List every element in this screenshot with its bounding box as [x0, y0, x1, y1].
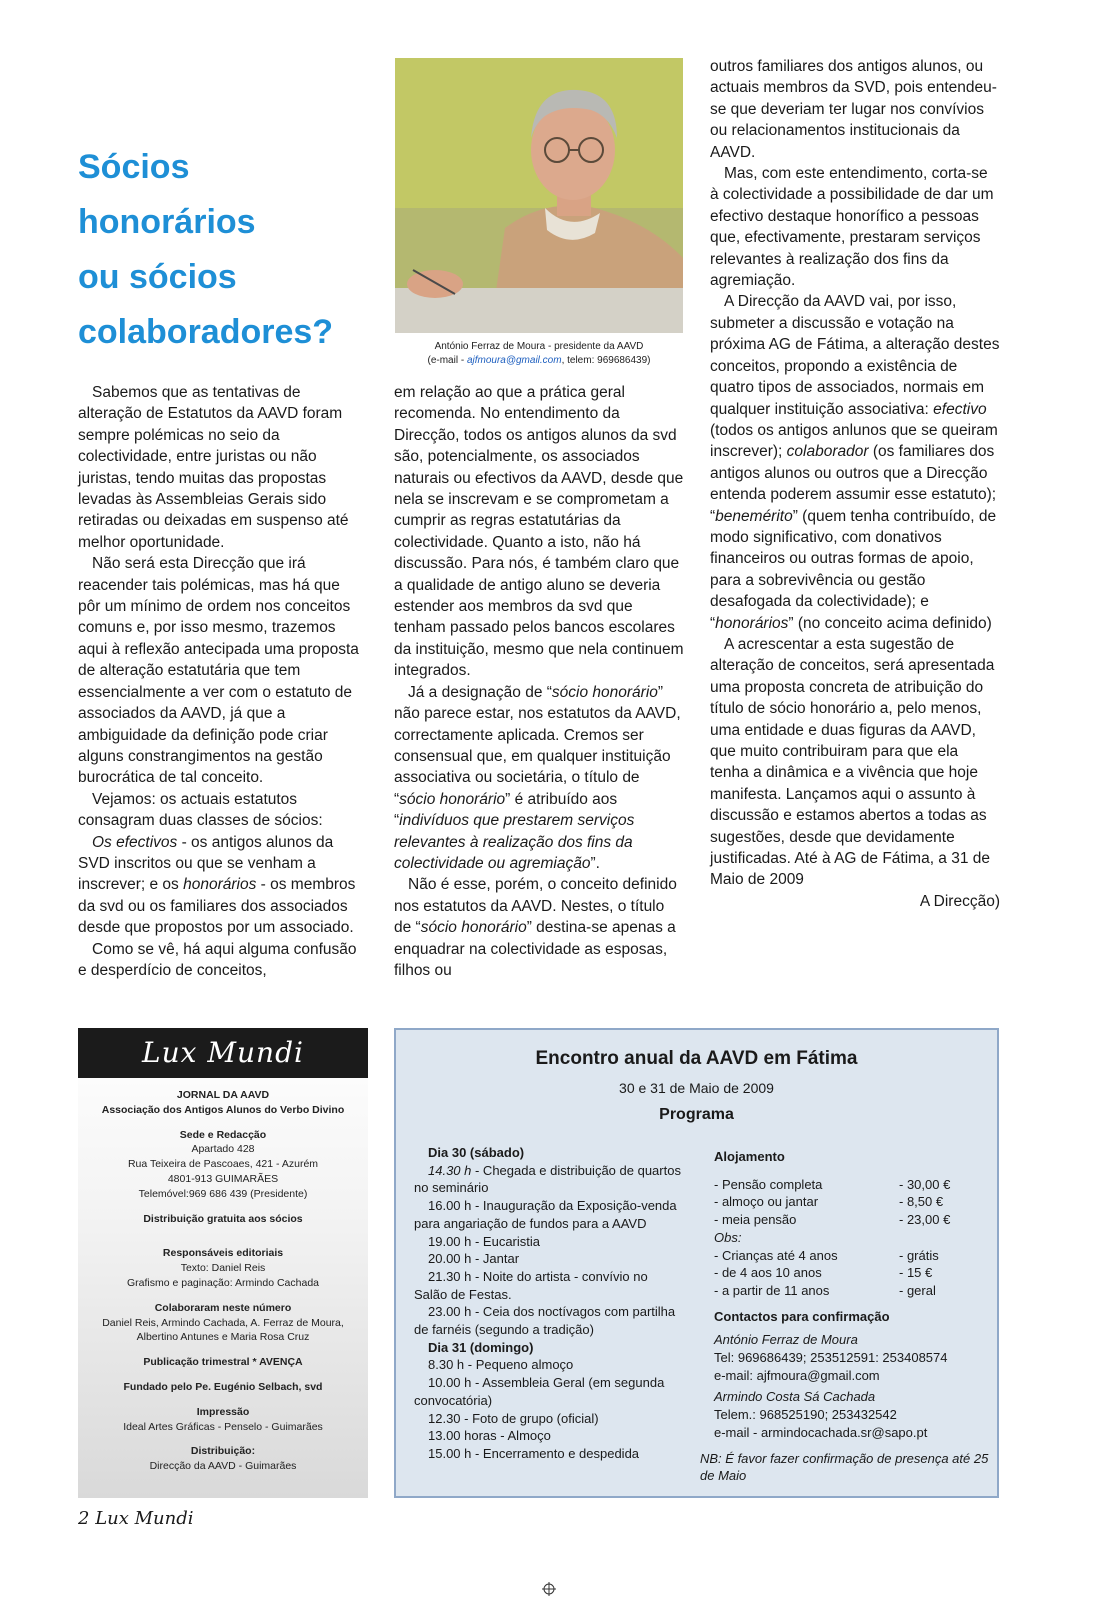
- photo-caption: [395, 340, 683, 368]
- programme-title: Encontro anual da AAVD em Fátima: [535, 1048, 858, 1069]
- price-label: - meia pensão: [714, 1212, 797, 1228]
- masthead-line: Apartado 428: [191, 1143, 255, 1156]
- article-signature: A Direcção): [919, 892, 1000, 910]
- contact-email[interactable]: e-mail: ajfmoura@gmail.com: [714, 1367, 880, 1383]
- text-run: - os antigos alunos da SVD inscritos ou que se venham a inscrever; e os: [78, 833, 334, 894]
- text-run: A Direcção da AAVD vai, por isso, submeter a discussão e votação na próxima AG de Fátima, a alteração destes conceitos, propondo a existência de quatro tipos de associados, normais em qualquer instituição associativa:: [710, 293, 1000, 418]
- programme-schedule: [414, 1144, 684, 1463]
- price-value: - grátis: [899, 1247, 939, 1263]
- schedule-item: [414, 1233, 684, 1251]
- text-run: ” (no conceito acima definido): [788, 614, 992, 632]
- masthead-line: Associação dos Antigos Alunos do Verbo Divino: [101, 1103, 345, 1116]
- price-row: [714, 1264, 994, 1282]
- caption-prefix: (e-mail -: [427, 355, 467, 366]
- article-column-1: [78, 382, 363, 981]
- schedule-item: [414, 1303, 684, 1338]
- italic-term: indivíduos que prestarem serviços relevantes à realização dos fins da colectividade ou agremiação: [394, 812, 635, 872]
- schedule-time: 20.00 h: [428, 1251, 472, 1267]
- price-value: - 30,00 €: [899, 1176, 951, 1192]
- masthead-heading: Responsáveis editoriais: [162, 1247, 284, 1260]
- schedule-item: [414, 1374, 684, 1409]
- price-label: - almoço ou jantar: [714, 1194, 819, 1210]
- schedule-time: 8.30 h: [428, 1357, 465, 1373]
- schedule-text: - Ceia dos noctívagos com partilha de farnéis (segundo a tradição): [414, 1304, 676, 1338]
- contact-email[interactable]: e-mail - armindocachada.sr@sapo.pt: [714, 1424, 928, 1440]
- italic-term: honorários: [183, 876, 257, 894]
- text-run: (os familiares dos antigos alunos ou outros que a Direcção entenda poderem assumir esse estatuto); “: [710, 443, 997, 525]
- masthead-line: 4801-913 GUIMARÃES: [167, 1172, 279, 1185]
- schedule-item: [414, 1427, 684, 1445]
- headline-line: ou sócios: [78, 258, 237, 296]
- caption-email[interactable]: ajfmoura@gmail.com: [466, 355, 562, 366]
- article-column-2: [394, 382, 684, 981]
- masthead-line: Direcção da AAVD - Guimarães: [149, 1460, 297, 1473]
- price-row: [714, 1176, 994, 1194]
- masthead-heading: Colaboraram neste número: [154, 1301, 292, 1314]
- price-value: - 8,50 €: [899, 1194, 944, 1210]
- text-run: (todos os antigos anlunos que se queiram inscrever);: [710, 421, 998, 461]
- price-label: - a partir de 11 anos: [714, 1282, 830, 1298]
- masthead-line: Albertino Antunes e Maria Rosa Cruz: [136, 1331, 310, 1344]
- page-footer: [78, 1508, 194, 1529]
- obs-label: Obs:: [714, 1229, 742, 1245]
- masthead-heading: Publicação trimestral * AVENÇA: [143, 1356, 303, 1369]
- confirmation-note: [700, 1450, 994, 1485]
- caption-suffix: , telem: 969686439): [561, 355, 651, 366]
- price-label: - de 4 aos 10 anos: [714, 1265, 822, 1281]
- headline-line: honorários: [78, 203, 256, 241]
- italic-term: sócio honorário: [399, 790, 506, 808]
- text-run: ” não parece estar, nos estatutos da AAVD, correctamente aplicada. Cremos ser consensual que, em qualquer instituição associativa ou societária, o título de “: [394, 683, 681, 808]
- schedule-item: [414, 1410, 684, 1428]
- schedule-text: - Jantar: [471, 1251, 520, 1267]
- schedule-time: 23.00 h: [428, 1304, 472, 1320]
- italic-term: benemérito: [715, 507, 793, 525]
- schedule-text: - Inauguração da Exposição-venda para angariação de fundos para a AAVD: [414, 1198, 677, 1231]
- schedule-text: - Noite do artista - convívio no Salão de Festas.: [414, 1268, 648, 1302]
- masthead-logo: Lux Mundi: [78, 1028, 368, 1078]
- accommodation-obs: [714, 1229, 994, 1247]
- text-run: ” destina-se apenas a enquadrar na colectividade as esposas, filhos ou: [394, 919, 676, 979]
- schedule-item: [414, 1356, 684, 1374]
- masthead-heading: Fundado pelo Pe. Eugénio Selbach, svd: [123, 1380, 323, 1393]
- schedule-time: 13.00 horas: [428, 1428, 497, 1444]
- schedule-text: - Eucaristia: [471, 1233, 541, 1249]
- note-text: NB: É favor fazer confirmação de presença até 25 de Maio: [700, 1450, 989, 1484]
- contact-phone: Telem.: 968525190; 253432542: [714, 1407, 897, 1423]
- article-paragraph: Sabemos que as tentativas de alteração de Estatutos da AAVD foram sempre polémicas no seio da colectividade, entre juristas ou não juristas, tendo muitas das propostas levadas às Assembleias Gerais sido retiradas ou deixadas em suspenso até melhor oportunidade.: [78, 384, 349, 551]
- article-paragraph: [710, 291, 1000, 634]
- masthead-heading: Distribuição gratuita aos sócios: [143, 1212, 303, 1225]
- masthead-heading: Impressão: [196, 1405, 250, 1418]
- contact-phone: Tel: 969686439; 253512591: 253408574: [714, 1350, 948, 1366]
- contact-name-text: Armindo Costa Sá Cachada: [714, 1389, 876, 1405]
- article-paragraph: outros familiares dos antigos alunos, ou actuais membros da SVD, pois entendeu-se que deveriam ter lugar nos convívios ou relacionamentos institucionais da AAVD.: [710, 58, 997, 161]
- article-paragraph: Mas, com este entendimento, corta-se à colectividade a possibilidade de dar um efectivo destaque honorífico a pessoas que, efectivamente, prestaram serviços relevantes à realização dos fins da agremiação.: [710, 165, 994, 290]
- schedule-time: 16.00 h: [428, 1198, 472, 1214]
- event-programme-box: [394, 1028, 999, 1498]
- caption-line: António Ferraz de Moura - presidente da AAVD: [434, 341, 644, 352]
- article-column-3: [710, 56, 1000, 912]
- masthead-line: Telemóvel:969 686 439 (Presidente): [138, 1187, 308, 1200]
- masthead-heading: Distribuição:: [190, 1445, 256, 1458]
- contacts-heading: Contactos para confirmação: [714, 1308, 890, 1324]
- price-value: - geral: [899, 1282, 936, 1298]
- programme-heading: Programa: [659, 1106, 734, 1123]
- schedule-time: 21.30 h: [428, 1268, 472, 1284]
- price-label: - Pensão completa: [714, 1176, 823, 1192]
- schedule-time: 14.30 h: [428, 1162, 472, 1178]
- schedule-item: [414, 1250, 684, 1268]
- article-paragraph: [394, 874, 684, 981]
- text-run: - os membros da svd ou os familiares dos associados desde que propostos por um associado.: [78, 876, 356, 937]
- italic-term: sócio honorário: [420, 919, 527, 937]
- schedule-time: 10.00 h: [428, 1375, 472, 1391]
- schedule-item: [414, 1162, 684, 1197]
- text-run: ” é atribuído aos “: [394, 790, 618, 830]
- schedule-time: 12.30: [428, 1410, 461, 1426]
- schedule-item: [414, 1445, 684, 1463]
- contact-name: [714, 1388, 994, 1406]
- accommodation-heading: Alojamento: [714, 1149, 785, 1164]
- registration-mark-icon: [542, 1582, 556, 1596]
- text-run: ”.: [590, 854, 600, 872]
- headline-line: Sócios: [78, 148, 190, 186]
- italic-term: efectivo: [933, 400, 987, 418]
- masthead-line: Grafismo e paginação: Armindo Cachada: [126, 1276, 320, 1289]
- masthead-line: Ideal Artes Gráficas - Penselo - Guimarães: [123, 1420, 323, 1433]
- price-value: - 15 €: [899, 1265, 933, 1281]
- masthead-line: Daniel Reis, Armindo Cachada, A. Ferraz de Moura,: [102, 1316, 344, 1329]
- masthead-line: Rua Teixeira de Pascoaes, 421 - Azurém: [127, 1158, 319, 1171]
- italic-term: honorários: [715, 614, 789, 632]
- caption-contact: [395, 354, 683, 368]
- text-run: Já a designação de “: [408, 683, 552, 701]
- article-paragraph: Vejamos: os actuais estatutos consagram duas classes de sócios:: [78, 790, 323, 830]
- price-row: [714, 1282, 994, 1300]
- president-photo: [395, 58, 683, 333]
- article-paragraph: [394, 682, 684, 875]
- article-paragraph: em relação ao que a prática geral recomenda. No entendimento da Direcção, todos os antigos alunos da svd são, potencialmente, os associados naturais ou efectivos da AAVD, desde que nela se inscrevam e se comprometam a cumprir as regras estatutárias da colectividade. Quanto a isto, não há discussão. Para nós, é também claro que a qualidade de antigo aluno se deveria estender aos membros da svd que tenham passado pelos bancos escolares da instituição, mesmo que nela continuem integrados.: [394, 384, 684, 680]
- programme-dates: 30 e 31 de Maio de 2009: [619, 1080, 774, 1096]
- article-headline: [78, 140, 378, 360]
- text-run: Não é esse, porém, o conceito definido nos estatutos da AAVD. Nestes, o título de “: [394, 876, 677, 937]
- masthead-heading: Sede e Redacção: [179, 1128, 267, 1141]
- text-run: ” (quem tenha contribuído, de modo significativo, com donativos financeiros ou outras formas de apoio, para a sobrevivência ou gestão desafogada da colectividade); e “: [710, 507, 997, 632]
- masthead-line: Texto: Daniel Reis: [180, 1262, 266, 1275]
- price-row: [714, 1193, 994, 1211]
- schedule-text: - Foto de grupo (oficial): [460, 1410, 599, 1426]
- headline-line: colaboradores?: [78, 313, 334, 351]
- schedule-day: Dia 31 (domingo): [428, 1339, 534, 1355]
- masthead-line: JORNAL DA AAVD: [176, 1089, 270, 1101]
- italic-term: colaborador: [786, 443, 869, 461]
- schedule-text: - Chegada e distribuição de quartos no seminário: [414, 1162, 681, 1196]
- article-paragraph: [78, 832, 363, 939]
- schedule-item: [414, 1197, 684, 1232]
- schedule-text: - Assembleia Geral (em segunda convocatória): [414, 1375, 665, 1408]
- page-number: 2: [78, 1508, 90, 1529]
- article-paragraph: Não será esta Direcção que irá reacender tais polémicas, mas há que pôr um mínimo de ordem nos conceitos comuns e, por isso mesmo, trazemos aqui à reflexão antecipada uma proposta de alteração estatutária que tem essencialmente a ver com o estatuto de associados da AAVD, já que a ambiguidade da definição pode criar alguns constrangimentos na gestão burocrática de tal conceito.: [78, 555, 359, 787]
- programme-info: [700, 1148, 994, 1485]
- masthead-box: [78, 1028, 368, 1498]
- schedule-time: 19.00 h: [428, 1233, 472, 1249]
- article-paragraph: A acrescentar a esta sugestão de alteração de conceitos, será apresentada uma proposta concreta de atribuição do título de sócio honorário a, pelo menos, uma entidade e duas figuras da AAVD, que muito contribuiram para que ela tenha a dinâmica e a vivência que hoje manifesta. Lançamos aqui o assunto à discussão e estamos abertos a todas as sugestões, desde que devidamente justificadas. Até à AG de Fátima, a 31 de Maio de 2009: [710, 635, 995, 889]
- schedule-day: Dia 30 (sábado): [428, 1145, 525, 1160]
- footer-brand: Lux Mundi: [95, 1508, 194, 1529]
- price-label: - Crianças até 4 anos: [714, 1247, 838, 1263]
- schedule-text: - Pequeno almoço: [464, 1357, 574, 1373]
- masthead-details: [78, 1078, 368, 1474]
- schedule-time: 15.00 h: [428, 1445, 472, 1461]
- contact-name: [714, 1331, 994, 1349]
- price-value: - 23,00 €: [899, 1212, 951, 1228]
- italic-term: Os efectivos: [92, 833, 178, 851]
- price-row: [714, 1247, 994, 1265]
- price-row: [714, 1211, 994, 1229]
- schedule-item: [414, 1268, 684, 1303]
- italic-term: sócio honorário: [551, 683, 658, 701]
- schedule-text: - Encerramento e despedida: [471, 1445, 640, 1461]
- article-paragraph: Como se vê, há aqui alguma confusão e desperdício de conceitos,: [78, 940, 357, 979]
- portrait-illustration: [395, 58, 683, 333]
- contact-name-text: António Ferraz de Moura: [714, 1332, 858, 1348]
- schedule-text: - Almoço: [496, 1428, 551, 1444]
